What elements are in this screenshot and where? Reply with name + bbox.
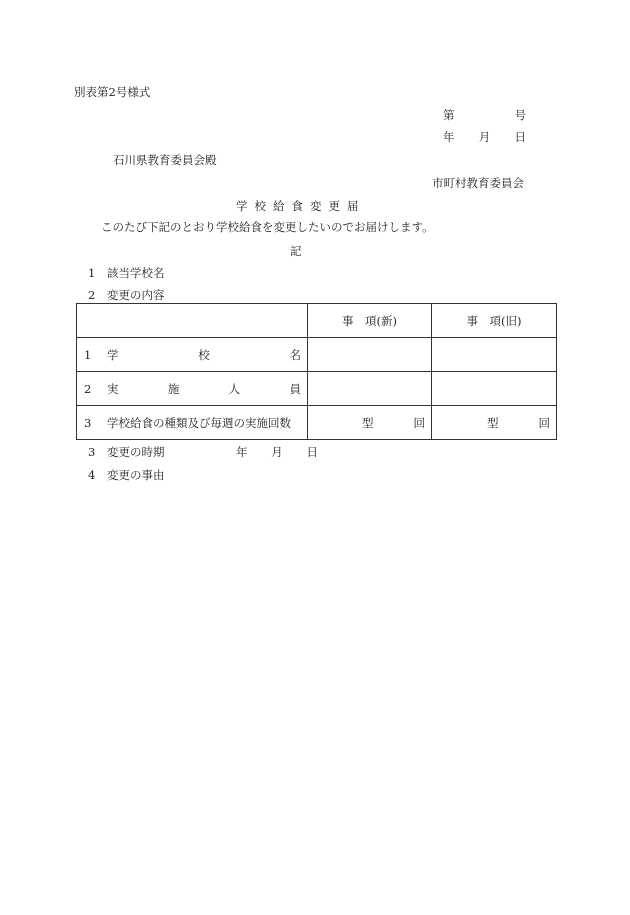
change-date-year: 年 [236, 445, 248, 459]
section-label: 変更の事由 [106, 468, 165, 482]
row-label-char: 施 [167, 381, 180, 396]
row-label-cell [77, 406, 308, 440]
section-4 [88, 470, 164, 482]
doc-title: 学校給食変更届 [236, 199, 366, 213]
change-date-day: 日 [306, 445, 318, 459]
section-number: 2 [88, 288, 96, 302]
section-2 [88, 290, 164, 302]
table-row [77, 406, 557, 440]
old-type-unit: 型 [487, 415, 499, 430]
old-times-unit: 回 [538, 415, 550, 430]
date-day: 日 [514, 130, 526, 144]
new-times-unit: 回 [413, 415, 425, 430]
row-label [107, 381, 301, 397]
row-label-cell [77, 338, 308, 372]
row-label [107, 347, 301, 363]
section-number: 4 [88, 468, 96, 482]
change-date [236, 447, 318, 459]
new-type-unit: 型 [362, 415, 374, 430]
section-label: 変更の時期 [106, 445, 165, 459]
old-value-cell[interactable] [432, 338, 557, 372]
doc-number-prefix: 第 [443, 108, 455, 122]
form-id: 別表第2号様式 [74, 85, 151, 99]
row-label-char: 名 [289, 347, 301, 362]
change-table [76, 303, 557, 440]
section-number: 3 [88, 445, 96, 459]
new-value-cell[interactable] [308, 338, 432, 372]
column-header-old: 事 項(旧) [432, 304, 557, 338]
table-row [77, 338, 557, 372]
old-value-cell[interactable] [432, 406, 557, 440]
change-date-month: 月 [271, 445, 283, 459]
row-label-char: 実 [107, 381, 119, 396]
section-number: 1 [88, 266, 96, 280]
row-label-cell [77, 372, 308, 406]
ki-label: 記 [290, 244, 302, 258]
table-header-row [77, 304, 557, 338]
intro-text: このたび下記のとおり学校給食を変更したいのでお届けします。 [101, 220, 434, 234]
section-label: 該当学校名 [106, 266, 165, 280]
row-label-char: 人 [228, 381, 241, 396]
row-label: 学校給食の種類及び毎週の実施回数 [107, 415, 291, 430]
recipient: 石川県教育委員会殿 [113, 153, 217, 167]
doc-number-suffix: 号 [514, 108, 526, 122]
date-year: 年 [443, 130, 455, 144]
table-row [77, 372, 557, 406]
doc-number [443, 110, 526, 122]
date-line [443, 132, 526, 144]
row-number: 3 [84, 415, 92, 430]
date-month: 月 [478, 130, 491, 144]
row-number: 2 [84, 381, 92, 396]
row-number: 1 [84, 347, 92, 362]
row-label-char: 校 [198, 347, 210, 362]
new-value-cell[interactable] [308, 372, 432, 406]
row-label-char: 員 [289, 381, 301, 396]
table-header-blank [77, 304, 308, 338]
new-value-cell[interactable] [308, 406, 432, 440]
row-label-char: 学 [107, 347, 119, 362]
sender: 市町村教育委員会 [432, 176, 524, 190]
section-label: 変更の内容 [106, 288, 165, 302]
column-header-new: 事 項(新) [308, 304, 432, 338]
old-value-cell[interactable] [432, 372, 557, 406]
section-3 [88, 447, 164, 459]
section-1 [88, 268, 164, 280]
